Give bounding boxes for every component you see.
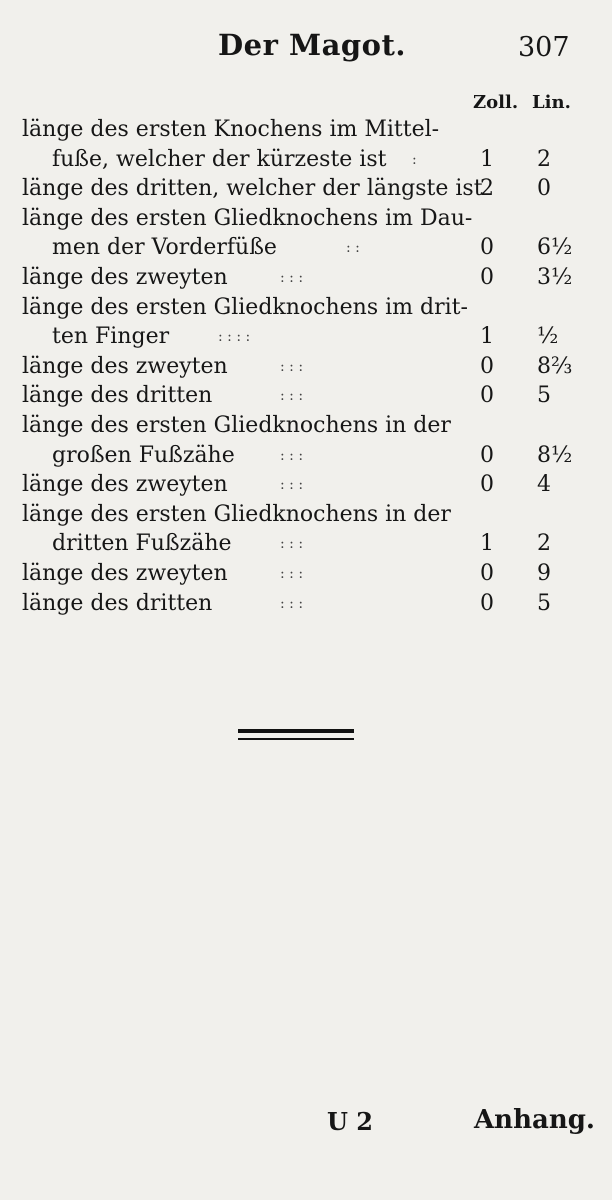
row-label: länge des ersten Gliedknochens im Dau- <box>22 206 473 231</box>
value-lin: ½ <box>537 324 559 349</box>
value-zoll: 1 <box>480 324 494 349</box>
row-label: länge des zweyten <box>22 472 228 497</box>
table-row <box>0 293 612 323</box>
row-label: men der Vorderfüße <box>52 235 277 260</box>
table-row <box>0 529 612 559</box>
table-row <box>0 174 612 204</box>
value-zoll: 0 <box>480 591 494 616</box>
table-row <box>0 204 612 234</box>
value-lin: 9 <box>537 561 551 586</box>
row-label: großen Fußzähe <box>52 443 235 468</box>
row-label: länge des ersten Gliedknochens im drit- <box>22 295 468 320</box>
value-zoll: 0 <box>480 354 494 379</box>
value-lin: 2 <box>537 147 551 172</box>
leader-dots: : : <box>346 240 360 256</box>
value-zoll: 1 <box>480 531 494 556</box>
section-divider-thick <box>238 729 354 733</box>
table-row <box>0 589 612 619</box>
leader-dots: : : : <box>280 448 304 464</box>
leader-dots: : : : <box>280 270 304 286</box>
value-zoll: 2 <box>480 176 494 201</box>
row-label: länge des zweyten <box>22 265 228 290</box>
value-lin: 5 <box>537 383 551 408</box>
value-zoll: 0 <box>480 443 494 468</box>
value-lin: 4 <box>537 472 551 497</box>
table-row <box>0 145 612 175</box>
table-row <box>0 115 612 145</box>
value-lin: 3½ <box>537 265 573 290</box>
leader-dots: : : : <box>280 388 304 404</box>
row-label: fuße, welcher der kürzeste ist <box>52 147 387 172</box>
column-header-zoll: Zoll. <box>473 92 519 113</box>
row-label: länge des ersten Gliedknochens in der <box>22 413 451 438</box>
value-lin: 2 <box>537 531 551 556</box>
table-row <box>0 263 612 293</box>
value-lin: 6½ <box>537 235 573 260</box>
leader-dots: : : : : <box>218 329 251 345</box>
section-divider-thin <box>238 738 354 740</box>
table-row <box>0 470 612 500</box>
value-zoll: 0 <box>480 265 494 290</box>
value-zoll: 0 <box>480 235 494 260</box>
value-lin: 8⅔ <box>537 354 573 379</box>
value-lin: 5 <box>537 591 551 616</box>
catchword: Anhang. <box>474 1105 595 1135</box>
leader-dots: : : : <box>280 596 304 612</box>
column-header-lin: Lin. <box>532 92 571 113</box>
row-label: länge des dritten, welcher der längste ist <box>22 176 483 201</box>
table-row <box>0 352 612 382</box>
value-lin: 0 <box>537 176 551 201</box>
leader-dots: : : : <box>280 536 304 552</box>
table-row <box>0 559 612 589</box>
page-number: 307 <box>518 32 570 63</box>
table-row <box>0 381 612 411</box>
value-zoll: 0 <box>480 472 494 497</box>
table-row <box>0 322 612 352</box>
leader-dots: : : : <box>280 566 304 582</box>
row-label: ten Finger <box>52 324 170 349</box>
value-zoll: 1 <box>480 147 494 172</box>
row-label: länge des dritten <box>22 383 213 408</box>
leader-dots: : <box>412 152 417 168</box>
row-label: länge des dritten <box>22 591 213 616</box>
table-row <box>0 441 612 471</box>
value-lin: 8½ <box>537 443 573 468</box>
row-label: länge des ersten Gliedknochens in der <box>22 502 451 527</box>
leader-dots: : : : <box>280 477 304 493</box>
value-zoll: 0 <box>480 561 494 586</box>
running-title: Der Magot. <box>218 28 406 62</box>
row-label: länge des ersten Knochens im Mittel- <box>22 117 440 142</box>
table-row <box>0 500 612 530</box>
value-zoll: 0 <box>480 383 494 408</box>
signature-mark: U 2 <box>327 1107 373 1136</box>
row-label: länge des zweyten <box>22 561 228 586</box>
table-row <box>0 411 612 441</box>
table-row <box>0 233 612 263</box>
leader-dots: : : : <box>280 359 304 375</box>
row-label: dritten Fußzähe <box>52 531 232 556</box>
row-label: länge des zweyten <box>22 354 228 379</box>
